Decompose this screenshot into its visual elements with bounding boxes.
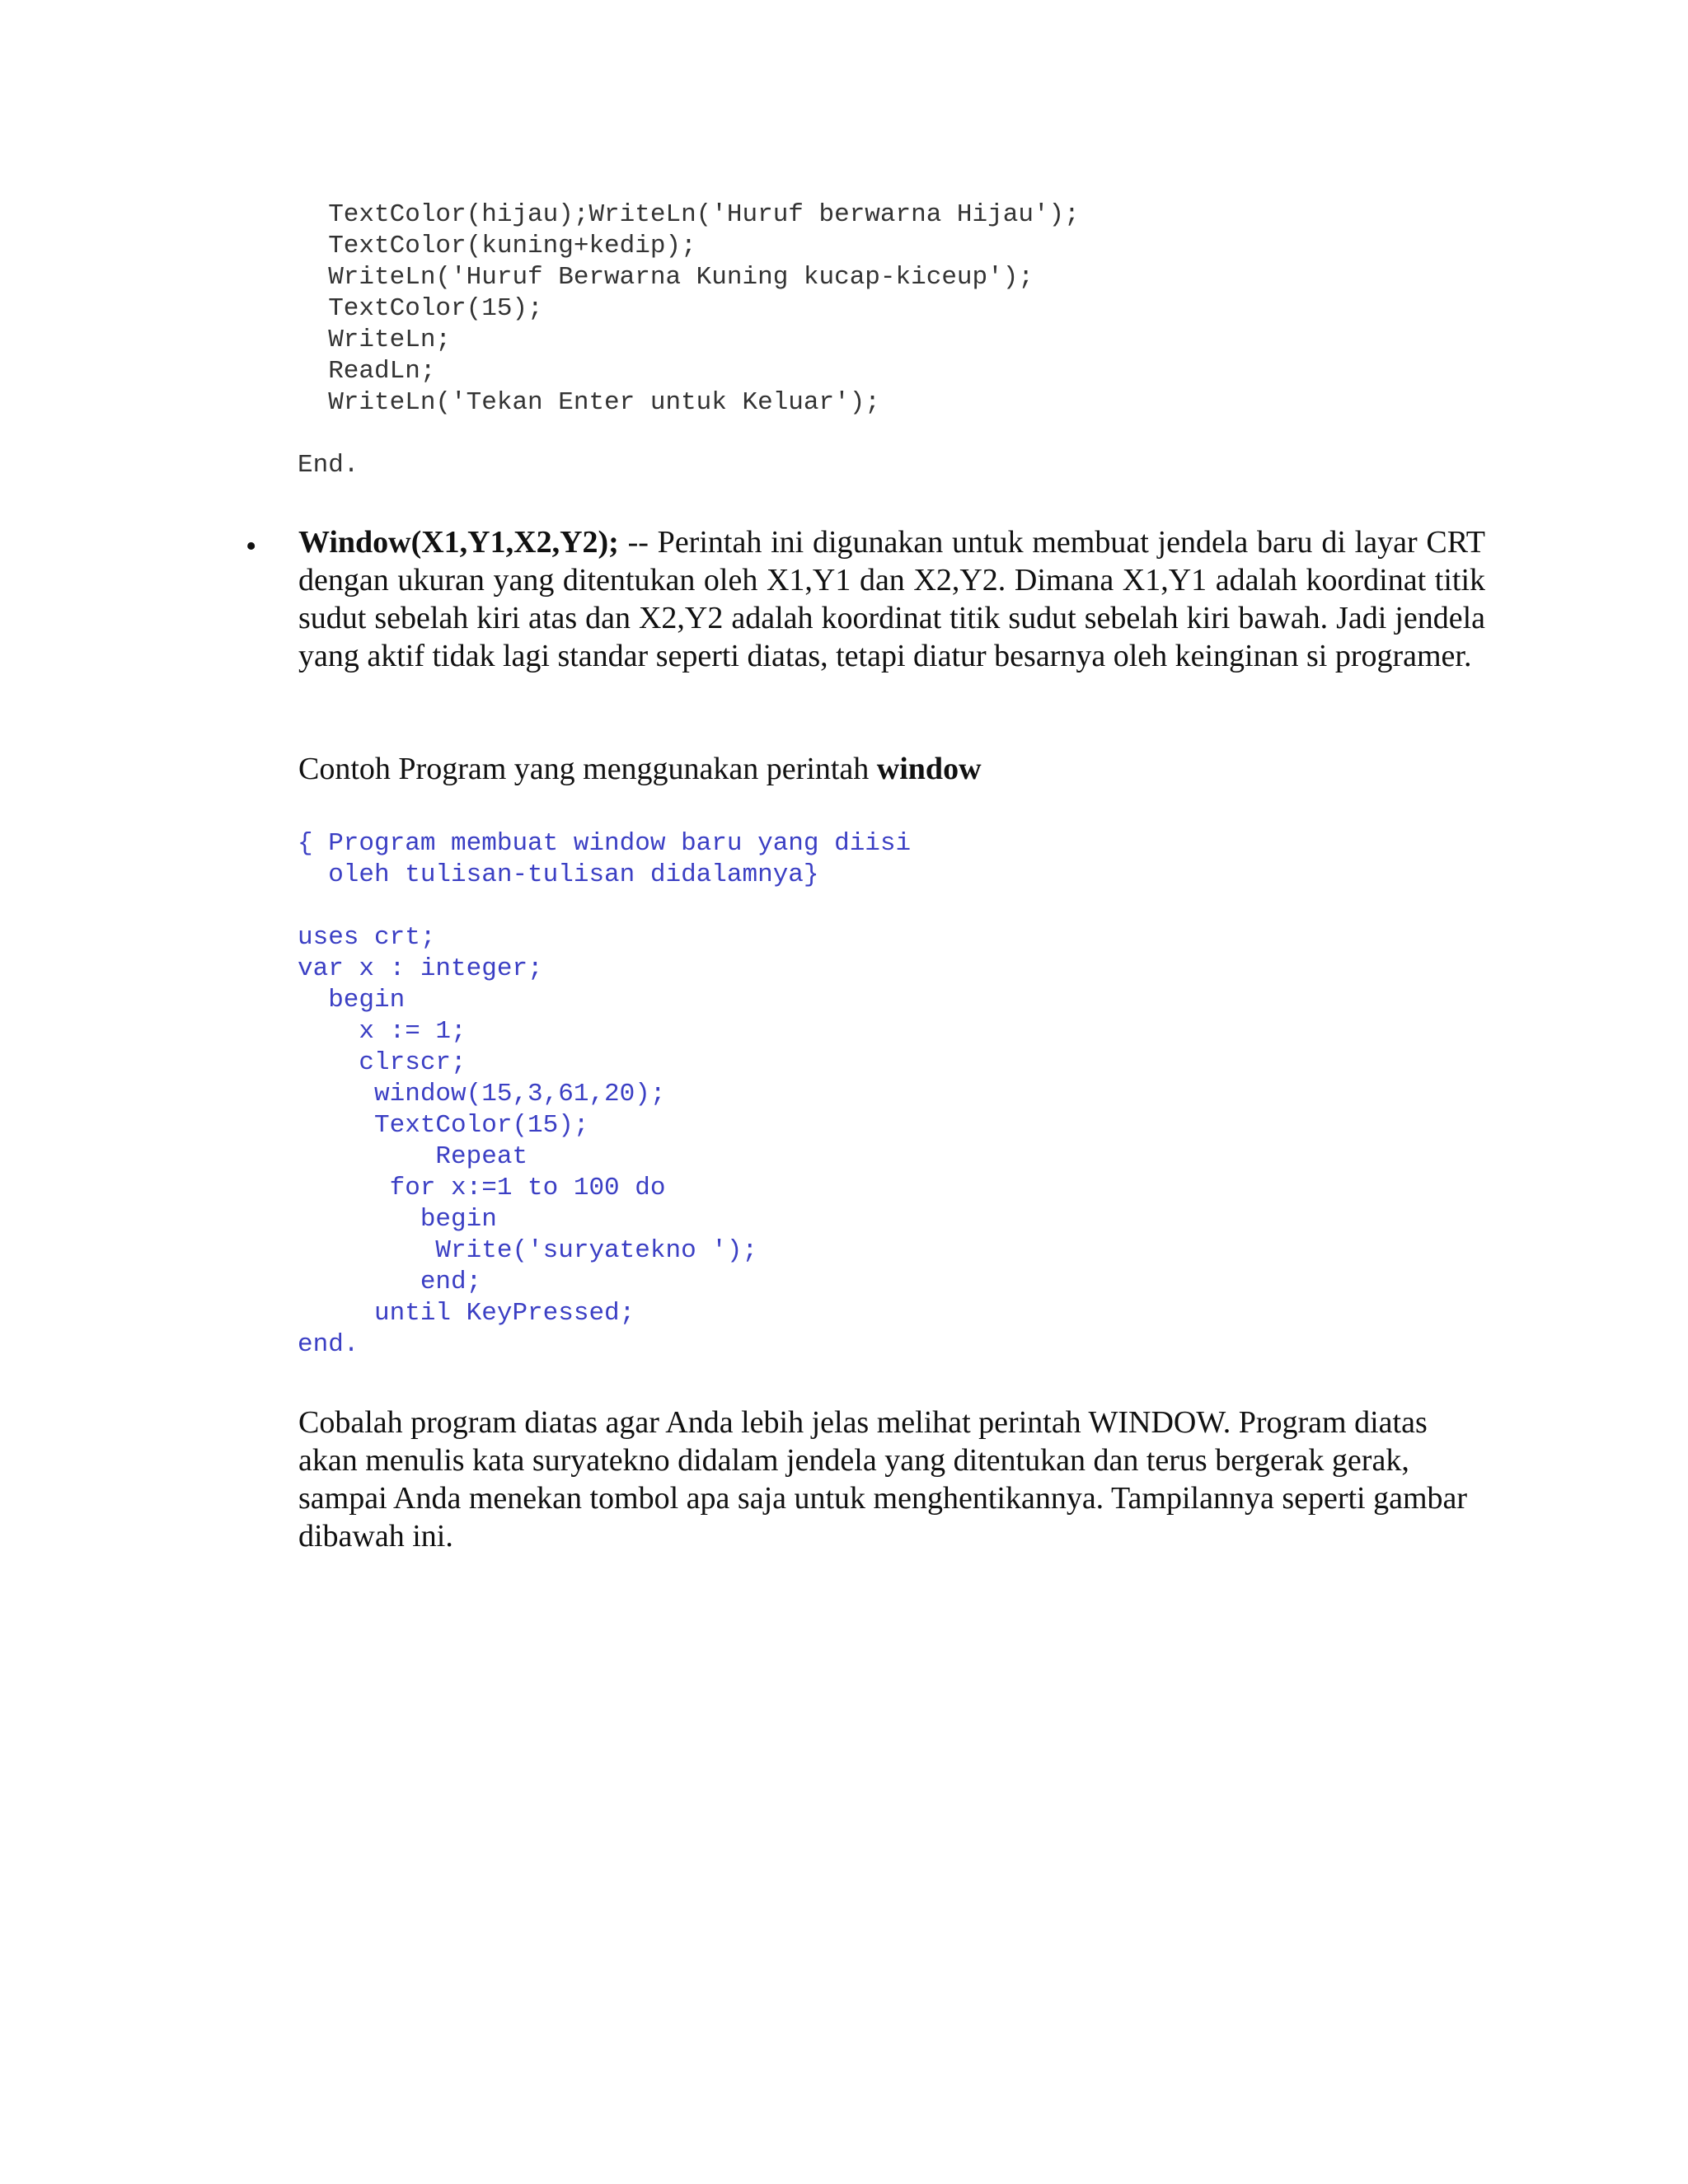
code-line: for x:=1 to 100 do <box>298 1174 666 1202</box>
bullet-description: -- Perintah ini digunakan untuk membuat jendela baru di layar CRT dengan ukuran yang ditentukan oleh X1,Y1 dan X2,Y2. Dimana X1,Y1 adalah koordinat titik sudut sebelah kiri atas dan X2,Y2 adalah koordinat titik sudut sebelah kiri bawah. Jadi jendela yang aktif tidak lagi standar seperti diatas, tetapi diatur besarnya oleh keinginan si programer. <box>298 525 1485 673</box>
bullet-marker: • <box>246 529 257 564</box>
code-line: clrscr; <box>298 1048 467 1077</box>
code-line: ReadLn; <box>298 357 436 386</box>
code-line: WriteLn; <box>298 326 452 354</box>
example-keyword: window <box>876 752 982 786</box>
code-line: TextColor(kuning+kedip); <box>298 232 696 260</box>
code-line: WriteLn('Tekan Enter untuk Keluar'); <box>298 388 880 417</box>
code-line: uses crt; <box>298 923 436 952</box>
code-line: Write('suryatekno '); <box>298 1236 758 1265</box>
closing-paragraph: Cobalah program diatas agar Anda lebih jelas melihat perintah WINDOW. Program diatas akan menulis kata suryatekno didalam jendela yang ditentukan dan terus bergerak gerak, sampai Anda menekan tombol apa saja untuk menghentikannya. Tampilannya seperti gambar dibawah ini. <box>298 1405 1468 1554</box>
code-line: Repeat <box>298 1142 528 1171</box>
bullet-paragraph <box>298 523 1485 675</box>
code-line: TextColor(15); <box>298 294 543 323</box>
code-line: oleh tulisan-tulisan didalamnya} <box>298 860 819 889</box>
example-prefix: Contoh Program yang menggunakan perintah <box>298 752 877 786</box>
code-line: window(15,3,61,20); <box>298 1080 666 1108</box>
code-line: end. <box>298 1330 359 1359</box>
example-heading <box>298 750 1485 788</box>
code-block-window-program <box>298 828 911 1361</box>
code-line: { Program membuat window baru yang diisi <box>298 829 912 858</box>
bullet-heading: Window(X1,Y1,X2,Y2); <box>298 525 619 560</box>
code-line: var x : integer; <box>298 954 543 983</box>
code-line: x := 1; <box>298 1017 467 1046</box>
code-line: begin <box>298 986 406 1015</box>
code-block-textcolor <box>298 199 1080 419</box>
code-line: TextColor(hijau);WriteLn('Huruf berwarna Hijau'); <box>298 200 1080 229</box>
code-line: until KeyPressed; <box>298 1299 635 1328</box>
code-line: WriteLn('Huruf Berwarna Kuning kucap-kiceup'); <box>298 263 1034 292</box>
code-line: begin <box>298 1205 497 1234</box>
code-line: TextColor(15); <box>298 1111 589 1140</box>
code-line: End. <box>298 451 359 480</box>
code-line <box>298 891 911 922</box>
code-end-line <box>298 450 359 481</box>
code-line: end; <box>298 1268 482 1296</box>
